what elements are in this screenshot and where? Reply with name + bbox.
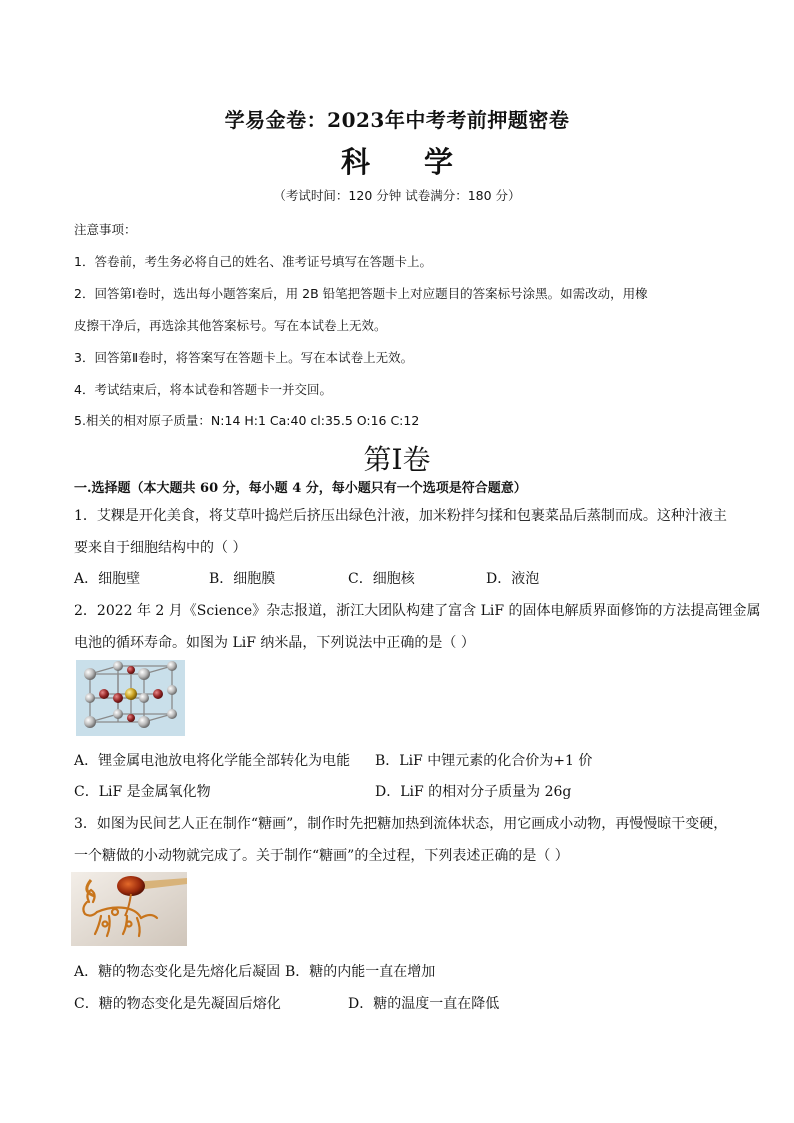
note-item: 4．考试结束后，将本试卷和答题卡一并交回。 bbox=[74, 382, 332, 397]
option-a: A．细胞壁 bbox=[74, 571, 141, 587]
sugar-painting-image bbox=[71, 872, 187, 946]
question-3-stem: 3．如图为民间艺人正在制作“糖画”，制作时先把糖加热到流体状态，用它画成小动物，再慢慢晾干变硬， bbox=[74, 816, 728, 832]
note-item: 5.相关的相对原子质量：N:14 H:1 Ca:40 cl:35.5 O:16 C:12 bbox=[74, 413, 420, 428]
note-item: 皮擦干净后，再选涂其他答案标号。写在本试卷上无效。 bbox=[74, 318, 387, 333]
crystal-lattice-icon bbox=[76, 660, 185, 736]
option-a: A．锂金属电池放电将化学能全部转化为电能 bbox=[74, 753, 351, 769]
question-1-stem: 1．艾粿是开化美食，将艾草叶捣烂后挤压出绿色汁液，加米粉拌匀揉和包裹菜品后蒸制而成。这种汁液主 bbox=[74, 508, 727, 524]
option-b: B．细胞膜 bbox=[209, 571, 276, 587]
option-a: A．糖的物态变化是先熔化后凝固 bbox=[74, 964, 281, 980]
option-b: B．糖的内能一直在增加 bbox=[285, 964, 436, 980]
sugar-painting-icon bbox=[71, 872, 187, 946]
note-item: 3．回答第Ⅱ卷时，将答案写在答题卡上。写在本试卷上无效。 bbox=[74, 350, 414, 365]
exam-title: 学易金卷：2023年中考考前押题密卷 bbox=[224, 108, 570, 132]
option-d: D．LiF 的相对分子质量为 26g bbox=[375, 784, 572, 800]
note-item: 2．回答第Ⅰ卷时，选出每小题答案后，用 2B 铅笔把答题卡上对应题目的答案标号涂黑。如需改动，用橡 bbox=[74, 286, 648, 301]
option-b: B．LiF 中锂元素的化合价为+1 价 bbox=[375, 753, 593, 769]
lif-nanocrystal-image bbox=[76, 660, 185, 736]
question-1-stem: 要来自于细胞结构中的（ ） bbox=[74, 540, 247, 556]
subject-title: 科 学 bbox=[340, 145, 476, 179]
exam-info: （考试时间：120 分钟 试卷满分：180 分） bbox=[273, 188, 521, 203]
option-c: C．细胞核 bbox=[348, 571, 415, 587]
notes-heading: 注意事项： bbox=[74, 222, 137, 237]
option-c: C．LiF 是金属氧化物 bbox=[74, 784, 211, 800]
section-heading: 一.选择题（本大题共 60 分，每小题 4 分，每小题只有一个选项是符合题意） bbox=[74, 481, 527, 496]
volume-title: 第Ⅰ卷 bbox=[363, 443, 431, 476]
option-d: D．糖的温度一直在降低 bbox=[348, 996, 500, 1012]
question-3-stem: 一个糖做的小动物就完成了。关于制作“糖画”的全过程，下列表述正确的是（ ） bbox=[74, 848, 569, 864]
question-2-stem: 2．2022 年 2 月《Science》杂志报道，浙江大团队构建了富含 LiF 的固体电解质界面修饰的方法提高锂金属 bbox=[74, 603, 761, 619]
option-c: C．糖的物态变化是先凝固后熔化 bbox=[74, 996, 281, 1012]
option-d: D．液泡 bbox=[486, 571, 540, 587]
note-item: 1．答卷前，考生务必将自己的姓名、准考证号填写在答题卡上。 bbox=[74, 254, 432, 269]
question-2-stem: 电池的循环寿命。如图为 LiF 纳米晶，下列说法中正确的是（ ） bbox=[74, 635, 475, 651]
